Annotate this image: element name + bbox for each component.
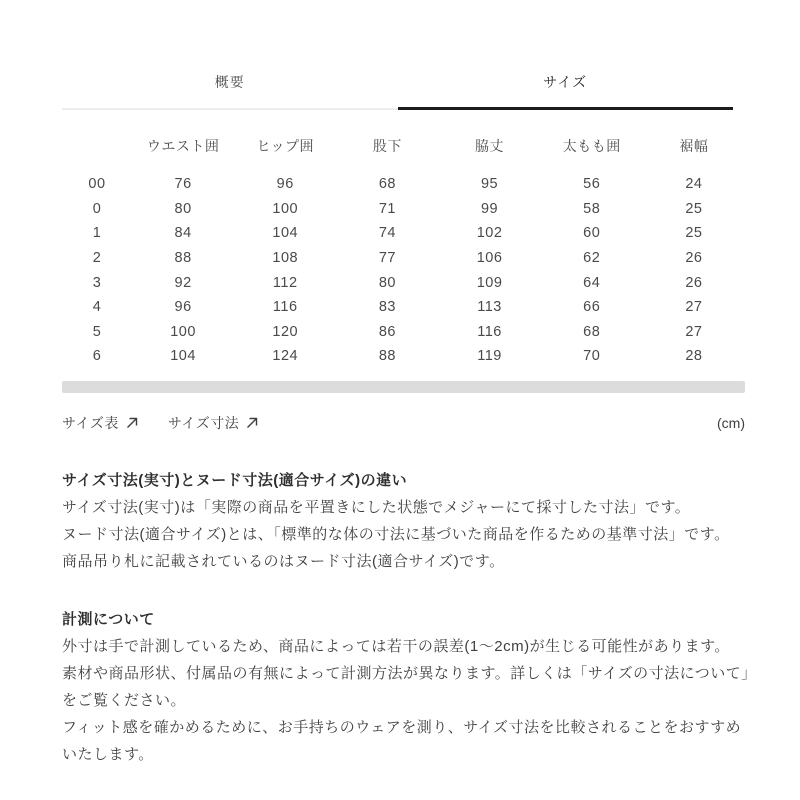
tab-overview[interactable]: 概要 <box>62 72 398 110</box>
size-label: 1 <box>92 225 102 242</box>
measurement-value: 120 <box>272 323 299 340</box>
size-label: 00 <box>88 176 106 193</box>
measurement-value: 99 <box>480 200 499 217</box>
measurement-value: 70 <box>583 348 601 365</box>
measurement-value: 58 <box>583 200 601 217</box>
column-header: ウエスト囲 <box>146 138 220 154</box>
size-table-body <box>62 172 745 369</box>
measurement-value: 26 <box>685 250 703 267</box>
measurement-value: 80 <box>174 200 192 217</box>
measurement-value: 62 <box>583 250 601 267</box>
size-chart-link[interactable] <box>62 413 138 433</box>
measurement-value: 28 <box>685 348 703 365</box>
section-paragraph: サイズ寸法(実寸)は「実際の商品を平置きにした状態でメジャーにて採寸した寸法」です。 <box>62 498 691 516</box>
measurement-value: 104 <box>272 225 299 242</box>
section-heading: 計測について <box>62 610 155 628</box>
measurement-value: 25 <box>685 225 703 242</box>
measurement-value: 96 <box>174 299 192 316</box>
measurement-value: 84 <box>174 225 192 242</box>
table-row <box>62 270 745 295</box>
measurement-value: 88 <box>174 250 192 267</box>
size-label: 5 <box>92 323 102 340</box>
size-column-corner <box>62 132 132 172</box>
arrow-up-right-icon <box>246 417 258 429</box>
size-label: 4 <box>92 299 102 316</box>
measurement-value: 109 <box>476 274 503 291</box>
measurement-value: 95 <box>480 176 499 193</box>
size-table <box>62 132 745 369</box>
section-paragraph: 素材や商品形状、付属品の有無によって計測方法が異なります。詳しくは「サイズの寸法について」をご覧ください。 <box>62 664 750 709</box>
measurement-value: 27 <box>685 323 703 340</box>
section-paragraph: ヌード寸法(適合サイズ)とは、「標準的な体の寸法に基づいた商品を作るための基準寸法」です。 <box>62 525 730 543</box>
measurement-value: 113 <box>477 299 502 316</box>
measurement-value: 92 <box>174 274 192 291</box>
measurement-value: 104 <box>170 348 196 365</box>
measurement-value: 27 <box>685 299 703 316</box>
measurement-value: 119 <box>477 348 502 365</box>
size-table-header <box>62 132 745 172</box>
measurement-value: 100 <box>170 323 196 340</box>
measurement-value: 116 <box>477 323 502 340</box>
section-paragraph: フィット感を確かめるために、お手持ちのウェアを測り、サイズ寸法を比較されることをおすすめいたします。 <box>62 718 742 763</box>
table-row <box>62 221 745 246</box>
measurement-value: 86 <box>378 323 396 340</box>
measurement-value: 77 <box>378 250 396 267</box>
measurement-value: 26 <box>685 274 703 291</box>
tab-size[interactable]: サイズ <box>398 72 734 110</box>
measurement-value: 88 <box>378 348 396 365</box>
measurement-value: 71 <box>378 200 396 217</box>
measurement-value: 102 <box>476 225 503 242</box>
table-row <box>62 320 745 345</box>
info-sections <box>62 467 752 768</box>
table-row <box>62 246 745 271</box>
links-row <box>62 413 745 433</box>
measurement-value: 56 <box>583 176 601 193</box>
size-label: 2 <box>92 250 102 267</box>
size-label: 6 <box>92 348 102 365</box>
link-label: サイズ表 <box>62 414 119 431</box>
measurement-value: 64 <box>583 274 601 291</box>
column-header: 裾幅 <box>679 138 709 154</box>
measurement-value: 112 <box>272 274 298 291</box>
column-header: 太もも囲 <box>562 138 621 154</box>
measurement-value: 124 <box>272 348 299 365</box>
size-measurement-link[interactable] <box>168 413 258 433</box>
column-header: 股下 <box>372 138 402 154</box>
section-about-measurement <box>62 606 752 768</box>
measurement-value: 66 <box>583 299 601 316</box>
size-label: 0 <box>92 200 102 217</box>
measurement-value: 96 <box>276 176 294 193</box>
measurement-value: 25 <box>685 200 703 217</box>
column-header: 脇丈 <box>475 138 505 154</box>
section-paragraph: 商品吊り札に記載されているのはヌード寸法(適合サイズ)です。 <box>62 552 505 570</box>
table-row <box>62 295 745 320</box>
measurement-value: 83 <box>378 299 396 316</box>
measurement-value: 74 <box>378 225 396 242</box>
arrow-up-right-icon <box>126 417 138 429</box>
size-label: 3 <box>92 274 102 291</box>
table-row <box>62 172 745 197</box>
measurement-value: 108 <box>272 250 299 267</box>
table-row <box>62 197 745 222</box>
measurement-value: 106 <box>476 250 503 267</box>
section-heading: サイズ寸法(実寸)とヌード寸法(適合サイズ)の違い <box>62 471 408 489</box>
section-paragraph: 外寸は手で計測しているため、商品によっては若干の誤差(1〜2cm)が生じる可能性があります。 <box>62 637 730 655</box>
column-header: ヒップ囲 <box>256 138 315 154</box>
measurement-value: 80 <box>378 274 396 291</box>
measurement-value: 24 <box>685 176 703 193</box>
link-label: サイズ寸法 <box>167 414 240 431</box>
measurement-value: 68 <box>583 323 601 340</box>
measurement-value: 100 <box>272 200 299 217</box>
measurement-value: 116 <box>272 299 298 316</box>
measurement-value: 76 <box>174 176 192 193</box>
section-size-vs-nude <box>62 467 752 575</box>
table-row <box>62 344 745 369</box>
measurement-value: 60 <box>583 225 601 242</box>
table-horizontal-scrollbar[interactable] <box>62 381 745 393</box>
unit-label: (cm) <box>717 414 745 431</box>
measurement-value: 68 <box>378 176 396 193</box>
tab-bar <box>62 72 733 110</box>
